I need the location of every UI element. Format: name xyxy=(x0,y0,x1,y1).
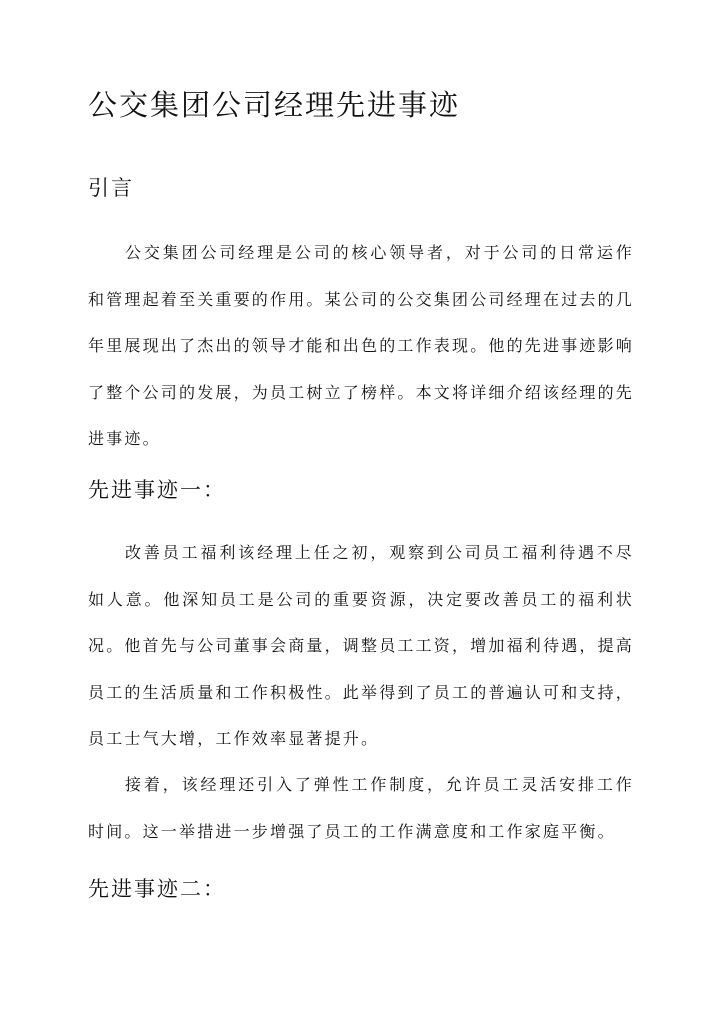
intro-paragraph: 公交集团公司经理是公司的核心领导者，对于公司的日常运作和管理起着至关重要的作用。某公司的公交集团公司经理在过去的几年里展现出了杰出的领导才能和出色的工作表现。他的先进事迹影响了整个公司的发展，为员工树立了榜样。本文将详细介绍该经理的先进事迹。 xyxy=(88,243,635,448)
section-heading-achievement-2: 先进事迹二： xyxy=(88,877,226,901)
achievement-1-paragraph-2: 接着，该经理还引入了弹性工作制度，允许员工灵活安排工作时间。这一举措进一步增强了员工的工作满意度和工作家庭平衡。 xyxy=(88,775,634,841)
section-heading-achievement-1: 先进事迹一： xyxy=(88,478,226,502)
section-heading-intro: 引言 xyxy=(88,176,134,200)
achievement-1-paragraph-1: 改善员工福利该经理上任之初，观察到公司员工福利待遇不尽如人意。他深知员工是公司的重要资源，决定要改善员工的福利状况。他首先与公司董事会商量，调整员工工资，增加福利待遇，提高员工的生活质量和工作积极性。此举得到了员工的普遍认可和支持，员工士气大增，工作效率显著提升。 xyxy=(88,543,635,748)
document-title: 公交集团公司经理先进事迹 xyxy=(88,88,461,122)
